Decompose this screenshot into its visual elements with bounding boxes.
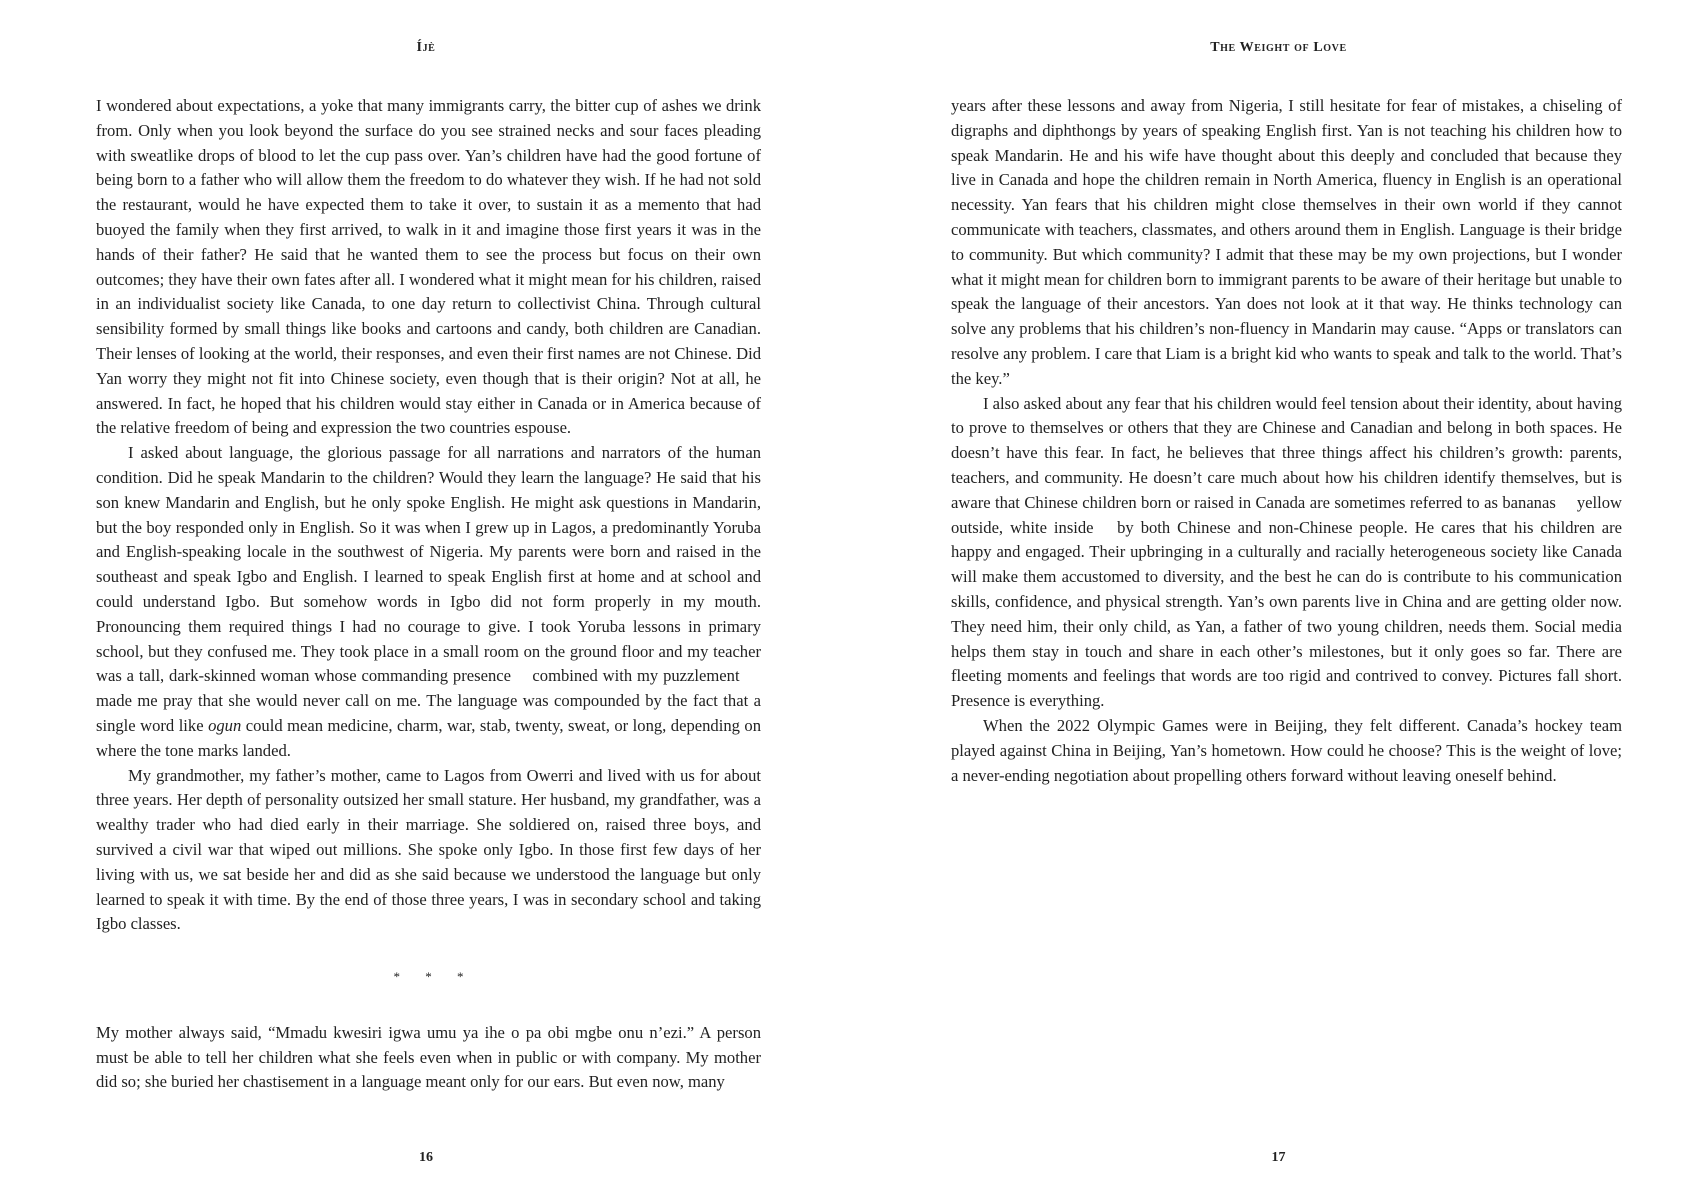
- right-page: [852, 0, 1705, 1200]
- paragraph: I also asked about any fear that his children would feel tension about their identity, about having to prove to themselves or others that they are Chinese and Canadian and belong in both spaces. He doesn’t have this fear. In fact, he believes that three things affect his children’s growth: parents, teachers, and community. He doesn’t care much about how his children identify themselves, but is aware that Chinese children born or raised in Canada are sometimes referred to as bananas yellow outside, white inside by both Chinese and non-Chinese people. He cares that his children are happy and engaged. Their upbringing in a culturally and racially heterogeneous society like Canada will make them accustomed to diversity, and the best he can do is contribute to his communication skills, confidence, and physical strength. Yan’s own parents live in China and are getting older now. They need him, their only child, as Yan, a father of two young children, needs them. Social media helps them stay in touch and share in each other’s milestones, but it only goes so far. There are fleeting moments and feelings that words are too rigid and contrived to convey. Pictures fall short. Presence is everything.: [951, 393, 1622, 711]
- left-page-body: [96, 94, 761, 1095]
- paragraph: [96, 441, 761, 763]
- paragraph: I wondered about expectations, a yoke that many immigrants carry, the bitter cup of ashes we drink from. Only when you look beyond the surface do you see strained necks and sour faces pleading with sweatlike drops of blood to let the cup pass over. Yan’s children have had the good fortune of being born to a father who will allow them the freedom to do whatever they wish. If he had not sold the restaurant, would he have expected them to take it over, to sustain it as a memento that had buoyed the family when they first arrived, to walk in it and imagine those first years it was in the hands of their father? He said that he wanted them to see the process but focus on their own outcomes; they have their own fates after all. I wondered what it might mean for his children, raised in an individualist society like Canada, to one day return to collectivist China. Through cultural sensibility formed by small things like books and cartoons and candy, both children are Canadian. Their lenses of looking at the world, their responses, and even their first names are not Chinese. Did Yan worry they might not fit into Chinese society, even though that is their origin? Not at all, he answered. In fact, he hoped that his children would stay either in Canada or in America because of the relative freedom of being and expression the two countries espouse.: [96, 96, 761, 438]
- left-page: [0, 0, 852, 1200]
- running-head-right: The Weight of Love: [1210, 40, 1347, 55]
- italic-word: ogun: [208, 715, 242, 735]
- paragraph: My grandmother, my father’s mother, came to Lagos from Owerri and lived with us for about three years. Her depth of personality outsized her small stature. Her husband, my grandfather, was a wealthy trader who had died early in their marriage. She soldiered on, raised three boys, and survived a civil war that wiped out millions. She spoke only Igbo. In those first few days of her living with us, we sat beside her and did as she said because we understood the language but only learned to speak it with time. By the end of those three years, I was in secondary school and taking Igbo classes.: [96, 765, 761, 934]
- section-break: * * *: [393, 969, 475, 985]
- right-page-body: [951, 94, 1622, 788]
- paragraph: My mother always said, “Mmadu kwesiri igwa umu ya ihe o pa obi mgbe onu n’ezi.” A person must be able to tell her children what she feels even when in public or with company. My mother did so; she buried her chastisement in a language meant only for our ears. But even now, many: [96, 1022, 761, 1092]
- page-number-right: 17: [1271, 1150, 1286, 1165]
- running-head-left: Íjè: [416, 40, 436, 55]
- paragraph: When the 2022 Olympic Games were in Beijing, they felt different. Canada’s hockey team played against China in Beijing, Yan’s hometown. How could he choose? This is the weight of love; a never-ending negotiation about propelling others forward without leaving oneself behind.: [951, 715, 1622, 785]
- paragraph: years after these lessons and away from Nigeria, I still hesitate for fear of mistakes, a chiseling of digraphs and diphthongs by years of speaking English first. Yan is not teaching his children how to speak Mandarin. He and his wife have thought about this deeply and concluded that because they live in Canada and hope the children remain in North America, fluency in English is an operational necessity. Yan fears that his children might close themselves in their own world if they cannot communicate with teachers, classmates, and others around them in English. Language is their bridge to community. But which community? I admit that these may be my own projections, but I wonder what it might mean for children born to immigrant parents to be aware of their heritage but unable to speak the language of their ancestors. Yan does not look at it that way. He thinks technology can solve any problems that his children’s non-fluency in Mandarin may cause. “Apps or translators can resolve any problem. I care that Liam is a bright kid who wants to speak and talk to the world. That’s the key.”: [951, 96, 1622, 388]
- page-number-left: 16: [419, 1150, 433, 1165]
- paragraph-text: could mean medicine, charm, war, stab, twenty, sweat, or long, depending on where the tone marks landed.: [96, 715, 761, 760]
- paragraph-text: I asked about language, the glorious passage for all narrations and narrators of the human condition. Did he speak Mandarin to the children? Would they learn the language? He said that his son knew Mandarin and English, but he only spoke English. He might ask questions in Mandarin, but the boy responded only in English. So it was when I grew up in Lagos, a predominantly Yoruba and English-speaking locale in the southwest of Nigeria. My parents were born and raised in the southeast and speak Igbo and English. I learned to speak English first at home and at school and could understand Igbo. But somehow words in Igbo did not form properly in my mouth. Pronouncing them required things I had no courage to give. I took Yoruba lessons in primary school, but they confused me. They took place in a small room on the ground floor and my teacher was a tall, dark-skinned woman whose commanding presence combined with my puzzlement made me pray that she would never call on me. The language was compounded by the fact that a single word like: [96, 443, 761, 735]
